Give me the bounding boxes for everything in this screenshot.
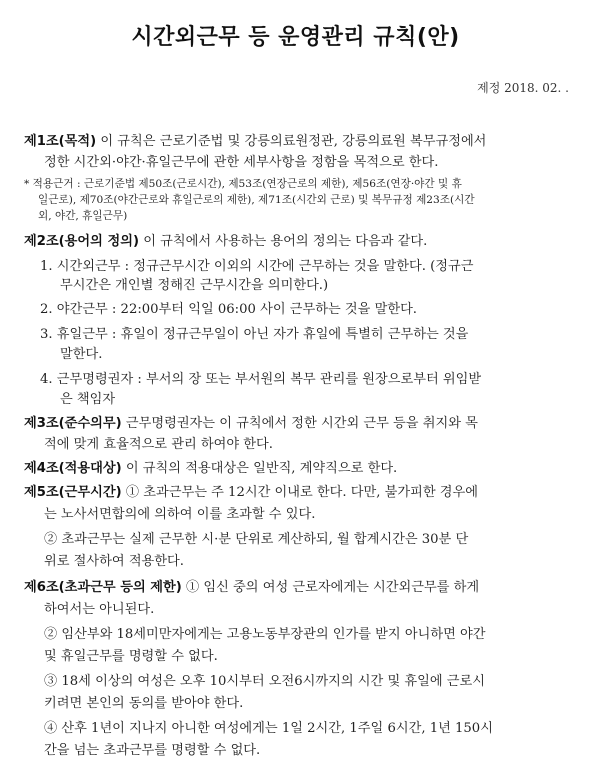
article-6-line-4: 및 휴일근무를 명령할 수 없다. [44,649,218,664]
article-1-line-2: 정한 시간외·야간·휴일근무에 관한 세부사항을 정함을 목적으로 한다. [44,155,439,170]
article-6-line-6: 키려면 본인의 동의를 받아야 한다. [44,696,244,711]
article-5-text: ① 초과근무는 주 12시간 이내로 한다. 다만, 불가피한 경우에 [121,485,479,500]
article-2-line-1 [24,233,427,251]
article-3-heading: 제3조(준수의무) [24,416,122,431]
article-6-line-1 [24,579,479,597]
article-5-line-1 [24,484,478,502]
article-1-heading: 제1조(목적) [24,134,97,149]
article-3-text: 근무명령권자는 이 규칙에서 정한 시간외 근무 등을 취지와 목 [121,416,478,431]
basis-note-line-3: 외, 야간, 휴일근무) [38,210,128,222]
basis-note-line-2: 일근로), 제70조(야간근로와 휴일근로의 제한), 제71조(시간외 근로) 및 복무규정 제23조(시간 [38,194,475,206]
article-5-heading: 제5조(근무시간) [24,485,122,500]
article-5-line-4: 위로 절사하여 적용한다. [44,554,184,569]
article-3-line-1 [24,415,478,433]
article-4-heading: 제4조(적용대상) [24,461,122,476]
article-6-line-8: 간을 넘는 초과근무를 명령할 수 없다. [44,743,261,758]
definition-item-1-line-1: 1. 시간외근무 : 정규근무시간 이외의 시간에 근무하는 것을 말한다. (정규근 [40,259,474,274]
article-2-intro: 이 규칙에서 사용하는 용어의 정의는 다음과 같다. [139,234,428,249]
article-6-line-5: ③ 18세 이상의 여성은 오후 10시부터 오전6시까지의 시간 및 휴일에 근로시 [44,674,486,689]
article-6-heading: 제6조(초과근무 등의 제한) [24,580,182,595]
definition-item-2: 2. 야간근무 : 22:00부터 익일 06:00 사이 근무하는 것을 말한다. [40,302,417,317]
article-3-line-2: 적에 맞게 효율적으로 관리 하여야 한다. [44,437,273,452]
article-2-heading: 제2조(용어의 정의) [24,234,139,249]
definition-item-3-line-1: 3. 휴일근무 : 휴일이 정규근무일이 아닌 자가 휴일에 특별히 근무하는 것을 [40,327,469,342]
definition-item-4-line-1: 4. 근무명령권자 : 부서의 장 또는 부서원의 복무 관리를 원장으로부터 위임받 [40,372,482,387]
basis-note-line-1: * 적용근거 : 근로기준법 제50조(근로시간), 제53조(연장근로의 제한), 제56조(연장·야간 및 휴 [24,178,462,190]
document-title: 시간외근무 등 운영관리 규칙(안) [131,25,460,50]
article-1-line-1 [24,133,486,151]
article-1-text: 이 규칙은 근로기준법 및 강릉의료원정관, 강릉의료원 복무규정에서 [96,134,487,149]
definition-item-3-line-2: 말한다. [60,347,103,362]
enactment-date: 제정 2018. 02. . [477,81,569,95]
article-6-line-3: ② 임산부와 18세미만자에게는 고용노동부장관의 인가를 받지 아니하면 야간 [44,627,486,642]
definition-item-1-line-2: 무시간은 개인별 정해진 근무시간을 의미한다.) [60,278,329,293]
article-6-line-2: 하여서는 아니된다. [44,602,155,617]
article-5-line-3: ② 초과근무는 실제 근무한 시·분 단위로 계산하되, 월 합계시간은 30분 단 [44,532,469,547]
article-6-text: ① 임신 중의 여성 근로자에게는 시간외근무를 하게 [181,580,480,595]
definition-item-4-line-2: 은 책임자 [60,392,116,407]
article-4-text: 이 규칙의 적용대상은 일반직, 계약직으로 한다. [121,461,398,476]
article-4-line-1 [24,460,397,478]
article-6-line-7: ④ 산후 1년이 지나지 아니한 여성에게는 1일 2시간, 1주일 6시간, 1년 150시 [44,721,493,736]
article-5-line-2: 는 노사서면합의에 의하여 이를 초과할 수 있다. [44,507,316,522]
